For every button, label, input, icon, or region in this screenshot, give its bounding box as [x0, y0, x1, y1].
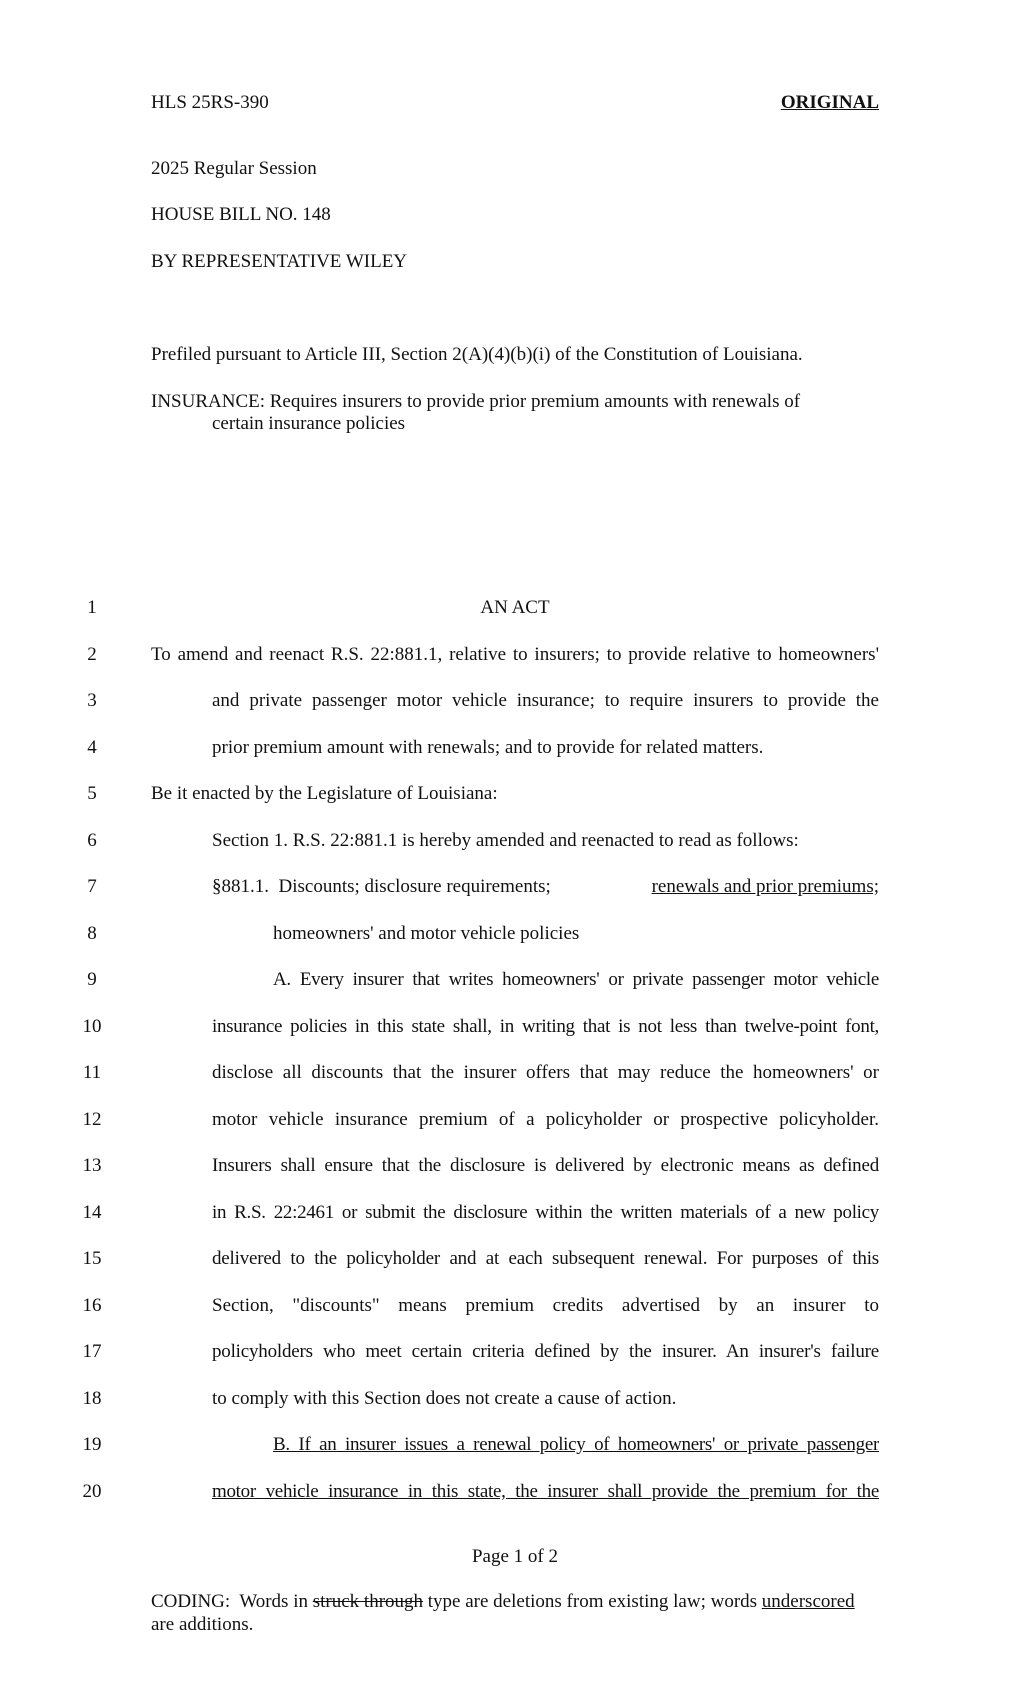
bill-digest: [151, 391, 879, 435]
section-heading: §881.1. Discounts; disclosure requirements;: [212, 876, 551, 897]
line-number: 2: [87, 644, 97, 665]
line-number: 10: [82, 1016, 102, 1037]
bill-line: [0, 1434, 1024, 1464]
line-number: 19: [82, 1434, 102, 1455]
line-text: To amend and reenact R.S. 22:881.1, relative to insurers; to provide relative to homeowners': [151, 644, 879, 665]
bill-line: [0, 876, 1024, 906]
bill-number: HOUSE BILL NO. 148: [151, 204, 331, 225]
bill-line: [0, 597, 1024, 627]
bill-line: [0, 1155, 1024, 1185]
line-text: Be it enacted by the Legislature of Louisiana:: [151, 783, 498, 804]
digest-continuation: certain insurance policies: [212, 413, 406, 434]
line-number: 18: [82, 1388, 102, 1409]
section-heading-addition: renewals and prior premiums;: [651, 876, 879, 897]
line-text: insurance policies in this state shall, in writing that is not less than twelve-point font,: [212, 1016, 879, 1037]
line-text: Insurers shall ensure that the disclosure is delivered by electronic means as defined: [212, 1155, 879, 1176]
bill-line: [0, 1295, 1024, 1325]
bill-line: [0, 1202, 1024, 1232]
line-number: 13: [82, 1155, 102, 1176]
line-number: 8: [87, 923, 97, 944]
line-number: 15: [82, 1248, 102, 1269]
line-text: A. Every insurer that writes homeowners' or private passenger motor vehicle: [273, 969, 879, 990]
line-number: 11: [82, 1062, 102, 1083]
coding-underscored-sample: underscored: [761, 1591, 855, 1612]
bill-line: [0, 830, 1024, 860]
page-number: Page 1 of 2: [471, 1546, 558, 1567]
line-number: 14: [82, 1202, 102, 1223]
line-text: homeowners' and motor vehicle policies: [273, 923, 580, 944]
line-number: 9: [87, 969, 97, 990]
line-text: to comply with this Section does not create a cause of action.: [212, 1388, 677, 1409]
coding-struck-sample: struck through: [312, 1591, 424, 1612]
coding-legend: [151, 1590, 879, 1636]
act-title: AN ACT: [480, 597, 550, 618]
coding-mid: type are deletions from existing law; words: [423, 1591, 762, 1612]
bill-line: [0, 783, 1024, 813]
line-text: motor vehicle insurance premium of a policyholder or prospective policyholder.: [212, 1109, 879, 1130]
line-number: 16: [82, 1295, 102, 1316]
prefiled-note: Prefiled pursuant to Article III, Section 2(A)(4)(b)(i) of the Constitution of Louisiana.: [151, 344, 803, 365]
bill-line: [0, 1388, 1024, 1418]
coding-suffix: are additions.: [151, 1614, 254, 1635]
line-text: Section 1. R.S. 22:881.1 is hereby amended and reenacted to read as follows:: [212, 830, 799, 851]
line-text: prior premium amount with renewals; and to provide for related matters.: [212, 737, 764, 758]
line-number: 3: [87, 690, 97, 711]
line-number: 4: [87, 737, 97, 758]
bill-line: [0, 644, 1024, 674]
bill-line: [0, 1248, 1024, 1278]
line-text: delivered to the policyholder and at each subsequent renewal. For purposes of this: [212, 1248, 879, 1269]
line-number: 20: [82, 1481, 102, 1502]
line-text: disclose all discounts that the insurer offers that may reduce the homeowners' or: [212, 1062, 879, 1083]
line-text: in R.S. 22:2461 or submit the disclosure within the written materials of a new policy: [212, 1202, 879, 1223]
coding-prefix: CODING: Words in: [151, 1591, 313, 1612]
bill-line: [0, 1062, 1024, 1092]
line-number: 12: [82, 1109, 102, 1130]
line-number: 5: [87, 783, 97, 804]
bill-line: [0, 923, 1024, 953]
line-number: 7: [87, 876, 97, 897]
line-text: Section, "discounts" means premium credits advertised by an insurer to: [212, 1295, 879, 1316]
bill-author: BY REPRESENTATIVE WILEY: [151, 251, 408, 272]
bill-line: [0, 1481, 1024, 1511]
line-text: and private passenger motor vehicle insurance; to require insurers to provide the: [212, 690, 879, 711]
bill-line: [0, 690, 1024, 720]
line-text-addition: motor vehicle insurance in this state, the insurer shall provide the premium for the: [212, 1481, 879, 1502]
line-number: 1: [87, 597, 97, 618]
line-text: [212, 876, 879, 898]
bill-line: [0, 1109, 1024, 1139]
bill-line: [0, 737, 1024, 767]
line-text: policyholders who meet certain criteria defined by the insurer. An insurer's failure: [212, 1341, 879, 1362]
bill-line: [0, 1016, 1024, 1046]
document-id: HLS 25RS-390: [151, 92, 269, 113]
digest-first-line: INSURANCE: Requires insurers to provide prior premium amounts with renewals of: [151, 391, 801, 412]
session-label: 2025 Regular Session: [151, 158, 317, 179]
line-number: 6: [87, 830, 97, 851]
line-number: 17: [82, 1341, 102, 1362]
bill-line: [0, 1341, 1024, 1371]
document-status: ORIGINAL: [780, 92, 879, 113]
bill-line: [0, 969, 1024, 999]
line-text-addition: B. If an insurer issues a renewal policy of homeowners' or private passenger: [273, 1434, 879, 1455]
